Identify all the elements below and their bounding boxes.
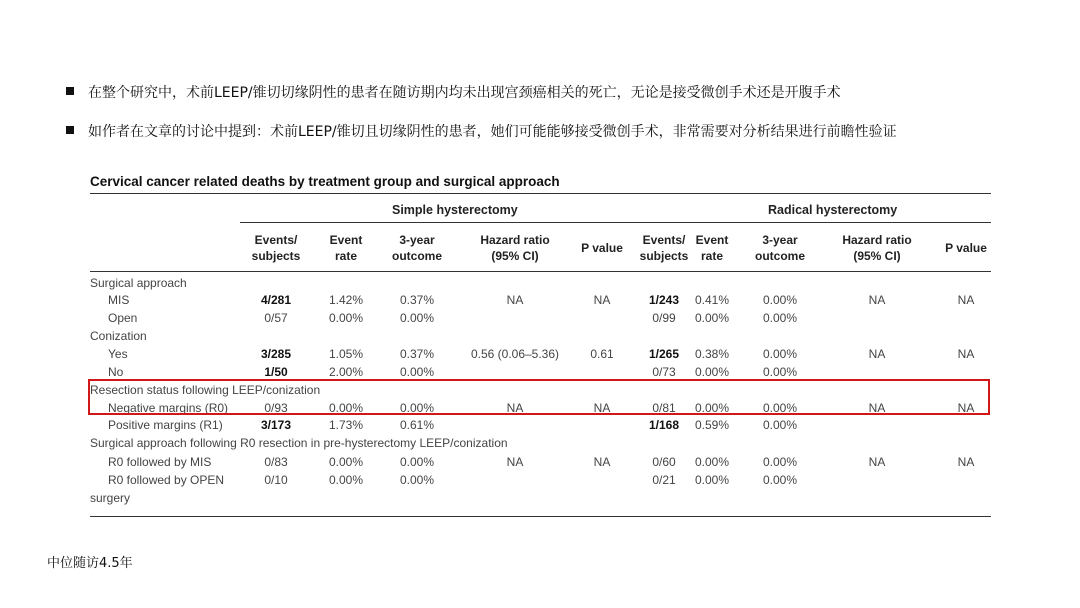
group-header-rule: [240, 222, 991, 223]
cell-r-events: 1/168: [648, 418, 680, 432]
section-label: Surgical approach following R0 resection in pre-hysterectomy LEEP/conization: [90, 436, 508, 450]
footnote: 中位随访4.5年: [47, 556, 133, 571]
bullet-square-icon: [66, 87, 74, 95]
cell-r-event-rate: 0.00%: [694, 401, 730, 415]
table-top-rule: [90, 193, 991, 194]
cell-three-year-outcome: 0.37%: [399, 347, 435, 361]
col-header-hazard-ratio: Hazard ratio (95% CI): [480, 233, 550, 263]
section-label: Conization: [90, 329, 147, 343]
cell-three-year-outcome: 0.00%: [399, 365, 435, 379]
bullet-2-text: 如作者在文章的讨论中提到：术前LEEP/锥切且切缘阴性的患者，她们可能能够接受微创手术，非常需要对分析结果进行前瞻性验证: [88, 124, 897, 140]
cell-hazard-ratio: 0.56 (0.06–5.36): [470, 347, 560, 361]
cell-r-event-rate: 0.00%: [694, 365, 730, 379]
cell-r-event-rate: 0.00%: [694, 311, 730, 325]
cell-events: 3/173: [260, 418, 292, 432]
cell-r-three-year-outcome: 0.00%: [762, 365, 798, 379]
cell-r-three-year-outcome: 0.00%: [762, 473, 798, 487]
cell-r-three-year-outcome: 0.00%: [762, 401, 798, 415]
col-header-events: Events/ subjects: [251, 233, 301, 263]
row-label: MIS: [108, 293, 130, 307]
cell-r-event-rate: 0.00%: [694, 473, 730, 487]
col-header-r-rate: Event rate: [695, 233, 729, 263]
cell-r-three-year-outcome: 0.00%: [762, 455, 798, 469]
cell-r-events: 1/265: [648, 347, 680, 361]
cell-events: 4/281: [260, 293, 292, 307]
cell-r-event-rate: 0.59%: [694, 418, 730, 432]
cell-p-value: NA: [593, 401, 611, 415]
cell-r-event-rate: 0.38%: [694, 347, 730, 361]
cell-events: 3/285: [260, 347, 292, 361]
col-header-outcome: 3-year outcome: [391, 233, 442, 263]
cell-events: 0/57: [264, 311, 288, 325]
cell-r-event-rate: 0.41%: [694, 293, 730, 307]
bullet-2: [66, 121, 897, 141]
cell-r-events: 0/73: [652, 365, 676, 379]
cell-events: 0/10: [264, 473, 288, 487]
row-label: R0 followed by OPEN: [108, 473, 225, 487]
cell-event-rate: 1.42%: [328, 293, 364, 307]
section-label: Resection status following LEEP/conization: [90, 383, 321, 397]
bullet-1-text: 在整个研究中，术前LEEP/锥切切缘阴性的患者在随访期内均未出现宫颈癌相关的死亡，无论是接受微创手术还是开腹手术: [88, 85, 841, 101]
cell-hazard-ratio: NA: [506, 401, 524, 415]
cell-r-p-value: NA: [957, 293, 975, 307]
col-header-r-outcome: 3-year outcome: [754, 233, 805, 263]
cell-r-events: 0/81: [652, 401, 676, 415]
cell-r-hazard-ratio: NA: [868, 347, 886, 361]
cell-r-three-year-outcome: 0.00%: [762, 418, 798, 432]
col-header-p-value: P value: [581, 241, 623, 255]
cell-three-year-outcome: 0.00%: [399, 311, 435, 325]
cell-r-p-value: NA: [957, 455, 975, 469]
cell-event-rate: 0.00%: [328, 311, 364, 325]
cell-r-p-value: NA: [957, 401, 975, 415]
cell-events: 0/83: [264, 455, 288, 469]
bullet-1: [66, 82, 841, 102]
cell-event-rate: 0.00%: [328, 401, 364, 415]
cell-r-three-year-outcome: 0.00%: [762, 293, 798, 307]
cell-r-hazard-ratio: NA: [868, 455, 886, 469]
group-simple-hysterectomy: Simple hysterectomy: [392, 203, 518, 217]
row-label: R0 followed by MIS: [108, 455, 212, 469]
row-label: Negative margins (R0): [108, 401, 229, 415]
cell-r-events: 0/60: [652, 455, 676, 469]
cell-events: 0/93: [264, 401, 288, 415]
cell-hazard-ratio: NA: [506, 455, 524, 469]
cell-r-p-value: NA: [957, 347, 975, 361]
cell-r-hazard-ratio: NA: [868, 293, 886, 307]
table-bottom-rule: [90, 516, 991, 517]
bullet-square-icon: [66, 126, 74, 134]
cell-three-year-outcome: 0.37%: [399, 293, 435, 307]
section-label: Surgical approach: [90, 276, 187, 290]
cell-r-events: 0/99: [652, 311, 676, 325]
row-label: Open: [108, 311, 138, 325]
row-label: Positive margins (R1): [108, 418, 223, 432]
cell-three-year-outcome: 0.00%: [399, 455, 435, 469]
cell-events: 1/50: [264, 365, 288, 379]
cell-p-value: NA: [593, 455, 611, 469]
col-header-r-hazard-ratio: Hazard ratio (95% CI): [842, 233, 912, 263]
cell-three-year-outcome: 0.00%: [399, 473, 435, 487]
cell-event-rate: 2.00%: [328, 365, 364, 379]
cell-r-hazard-ratio: NA: [868, 401, 886, 415]
cell-p-value: 0.61: [590, 347, 614, 361]
cell-r-event-rate: 0.00%: [694, 455, 730, 469]
cell-p-value: NA: [593, 293, 611, 307]
col-header-r-events: Events/ subjects: [639, 233, 689, 263]
cell-event-rate: 0.00%: [328, 455, 364, 469]
row-label: No: [108, 365, 124, 379]
row-label: Yes: [108, 347, 128, 361]
cell-three-year-outcome: 0.00%: [399, 401, 435, 415]
col-header-rate: Event rate: [329, 233, 363, 263]
cell-hazard-ratio: NA: [506, 293, 524, 307]
group-radical-hysterectomy: Radical hysterectomy: [768, 203, 898, 217]
cell-r-three-year-outcome: 0.00%: [762, 347, 798, 361]
section-label: surgery: [90, 491, 131, 505]
header-bottom-rule: [90, 271, 991, 272]
highlight-box: [88, 379, 990, 415]
cell-r-events: 1/243: [648, 293, 680, 307]
cell-r-events: 0/21: [652, 473, 676, 487]
cell-three-year-outcome: 0.61%: [399, 418, 435, 432]
cell-event-rate: 1.05%: [328, 347, 364, 361]
col-header-r-p-value: P value: [945, 241, 987, 255]
table-title: Cervical cancer related deaths by treatment group and surgical approach: [90, 174, 560, 189]
cell-event-rate: 1.73%: [328, 418, 364, 432]
cell-event-rate: 0.00%: [328, 473, 364, 487]
cell-r-three-year-outcome: 0.00%: [762, 311, 798, 325]
